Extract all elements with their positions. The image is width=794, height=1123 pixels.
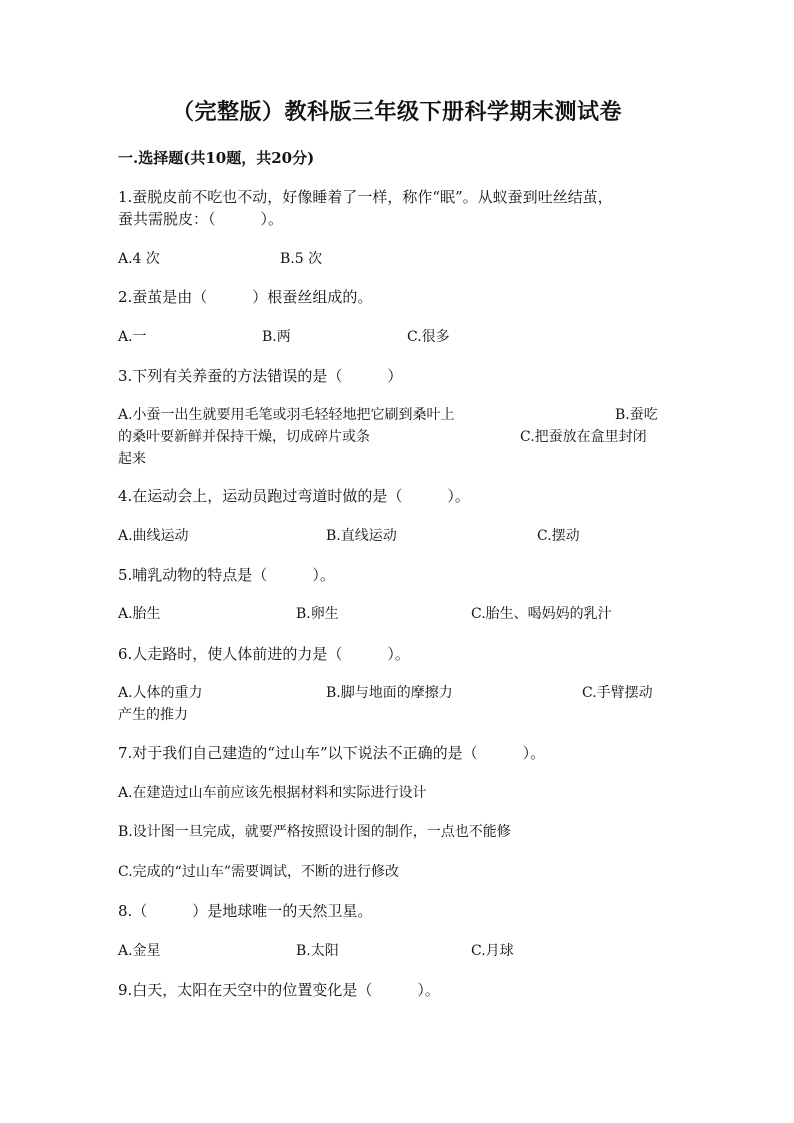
question-4-option-a: A.曲线运动 bbox=[118, 528, 189, 544]
question-1-option-a: A.4 次 bbox=[118, 251, 160, 267]
question-3: 3.下列有关养蚕的方法错误的是（ ） bbox=[118, 367, 403, 385]
question-6-option-b: B.脚与地面的摩擦力 bbox=[326, 685, 453, 701]
question-5-option-b: B.卵生 bbox=[296, 606, 339, 622]
question-6-option-c-part-2: 产生的推力 bbox=[118, 707, 188, 723]
question-2: 2.蚕茧是由（ ）根蚕丝组成的。 bbox=[118, 288, 373, 306]
question-6-option-a: A.人体的重力 bbox=[118, 685, 203, 701]
question-3-option-b-part-1: B.蚕吃 bbox=[615, 407, 658, 423]
question-4-option-b: B.直线运动 bbox=[326, 528, 397, 544]
question-1-option-b: B.5 次 bbox=[280, 251, 323, 267]
question-8-option-b: B.太阳 bbox=[296, 943, 339, 959]
question-7-option-b: B.设计图一旦完成，就要严格按照设计图的制作，一点也不能修 bbox=[118, 824, 511, 840]
question-5-option-a: A.胎生 bbox=[118, 606, 161, 622]
question-4-option-c: C.摆动 bbox=[537, 528, 580, 544]
question-2-option-c: C.很多 bbox=[407, 329, 450, 345]
question-3-option-c-part-1: C.把蚕放在盒里封闭 bbox=[520, 429, 647, 445]
question-4: 4.在运动会上，运动员跑过弯道时做的是（ ）。 bbox=[118, 487, 470, 505]
question-7: 7.对于我们自己建造的“过山车”以下说法不正确的是（ ）。 bbox=[118, 744, 546, 762]
question-6: 6.人走路时，使人体前进的力是（ ）。 bbox=[118, 645, 410, 663]
question-7-option-a: A.在建造过山车前应该先根据材料和实际进行设计 bbox=[118, 785, 427, 801]
question-5-option-c: C.胎生、喝妈妈的乳汁 bbox=[471, 606, 612, 622]
question-8-option-a: A.金星 bbox=[118, 943, 161, 959]
question-2-option-b: B.两 bbox=[262, 329, 291, 345]
question-1-line-1: 1.蚕脱皮前不吃也不动，好像睡着了一样，称作“眠”。从蚁蚕到吐丝结茧， bbox=[118, 188, 613, 206]
page-title: （完整版）教科版三年级下册科学期末测试卷 bbox=[171, 99, 622, 125]
question-7-option-c: C.完成的“过山车”需要调试，不断的进行修改 bbox=[118, 864, 399, 880]
question-5: 5.哺乳动物的特点是（ ）。 bbox=[118, 566, 335, 584]
question-3-option-b-part-2: 的桑叶要新鲜并保持干燥，切成碎片或条 bbox=[118, 429, 370, 445]
question-6-option-c-part-1: C.手臂摆动 bbox=[582, 685, 653, 701]
question-3-option-c-part-2: 起来 bbox=[118, 451, 146, 467]
question-8: 8.（ ）是地球唯一的天然卫星。 bbox=[118, 902, 373, 920]
question-9: 9.白天，太阳在天空中的位置变化是（ ）。 bbox=[118, 981, 440, 999]
question-1-line-2: 蚕共需脱皮：（ ）。 bbox=[118, 210, 284, 228]
section-heading: 一.选择题(共10题，共20分) bbox=[118, 149, 315, 167]
question-3-option-a: A.小蚕一出生就要用毛笔或羽毛轻轻地把它刷到桑叶上 bbox=[118, 407, 455, 423]
question-2-option-a: A.一 bbox=[118, 329, 147, 345]
question-8-option-c: C.月球 bbox=[471, 943, 514, 959]
